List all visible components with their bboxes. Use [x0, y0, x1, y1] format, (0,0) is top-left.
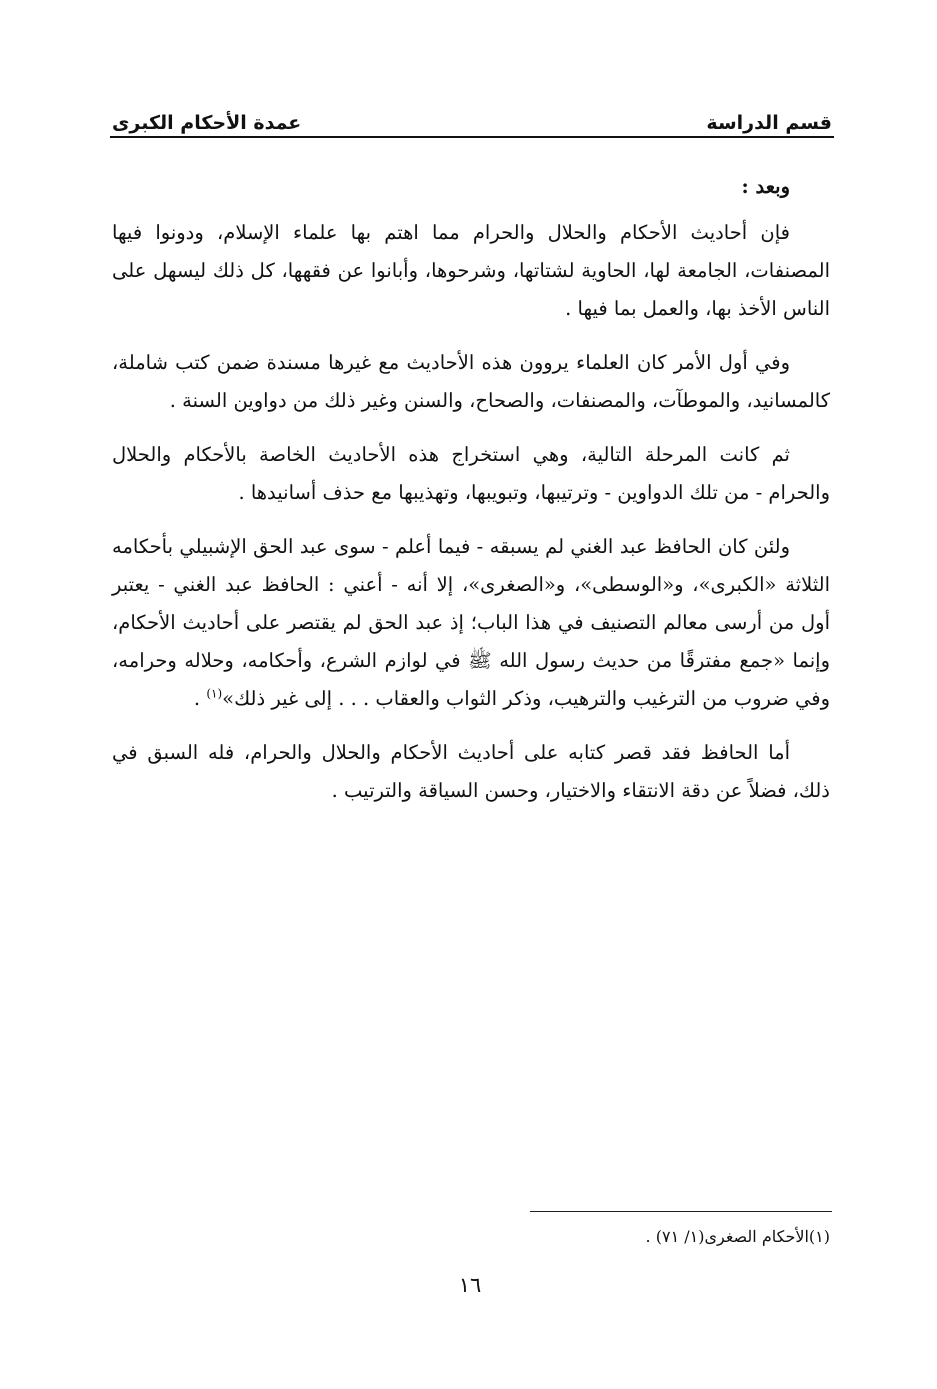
page-number: ١٦: [458, 1273, 482, 1297]
section-title: قسم الدراسة: [706, 112, 832, 134]
header-divider: [110, 136, 834, 138]
paragraph-5: أما الحافظ فقد قصر كتابه على أحاديث الأحكام والحلال والحرام، فله السبق في ذلك، فضلاً عن دقة الانتقاء والاختيار، وحسن السياقة والترتيب .: [112, 741, 830, 802]
opening-line: وبعد :: [741, 175, 790, 198]
paragraph-4: [112, 528, 830, 718]
footnote-divider: [530, 1211, 832, 1212]
paragraph-4-end: .: [193, 687, 207, 710]
paragraph-2: وفي أول الأمر كان العلماء يروون هذه الأحاديث مع غيرها مسندة ضمن كتب شاملة، كالمسانيد، والموطآت، والمصنفات، والصحاح، والسنن وغير ذلك من دواوين السنة .: [112, 351, 830, 412]
footnote: (١)الأحكام الصغرى(١/ ٧١) .: [645, 1227, 830, 1246]
footnote-reference[interactable]: (١): [206, 686, 223, 701]
paragraph-4-text: ولئن كان الحافظ عبد الغني لم يسبقه - فيما أعلم - سوى عبد الحق الإشبيلي بأحكامه الثلاثة «الكبرى»، و«الوسطى»، و«الصغرى»، إلا أنه - أعني : الحافظ عبد الغني - يعتبر أول من أرسى معالم التصنيف في هذا الباب؛ إذ عبد الحق لم يقتصر على أحاديث الأحكام، وإنما «جمع مفترقًا من حديث رسول الله ﷺ في لوازم الشرع، وأحكامه، وحلاله وحرامه، وفي ضروب من الترغيب والترهيب، وذكر الثواب والعقاب . . . إلى غير ذلك»: [112, 535, 830, 710]
paragraph-1: فإن أحاديث الأحكام والحلال والحرام مما اهتم بها علماء الإسلام، ودونوا فيها المصنفات، الجامعة لها، الحاوية لشتاتها، وشرحوها، وأبانوا عن فقهها، كل ذلك ليسهل على الناس الأخذ بها، والعمل بما فيها .: [112, 221, 830, 320]
paragraph-3: ثم كانت المرحلة التالية، وهي استخراج هذه الأحاديث الخاصة بالأحكام والحلال والحرام - من تلك الدواوين - وترتيبها، وتبويبها، وتهذيبها مع حذف أسانيدها .: [112, 443, 830, 504]
running-header: [112, 96, 832, 136]
book-title: عمدة الأحكام الكبرى: [112, 112, 302, 134]
main-text: [112, 168, 830, 810]
